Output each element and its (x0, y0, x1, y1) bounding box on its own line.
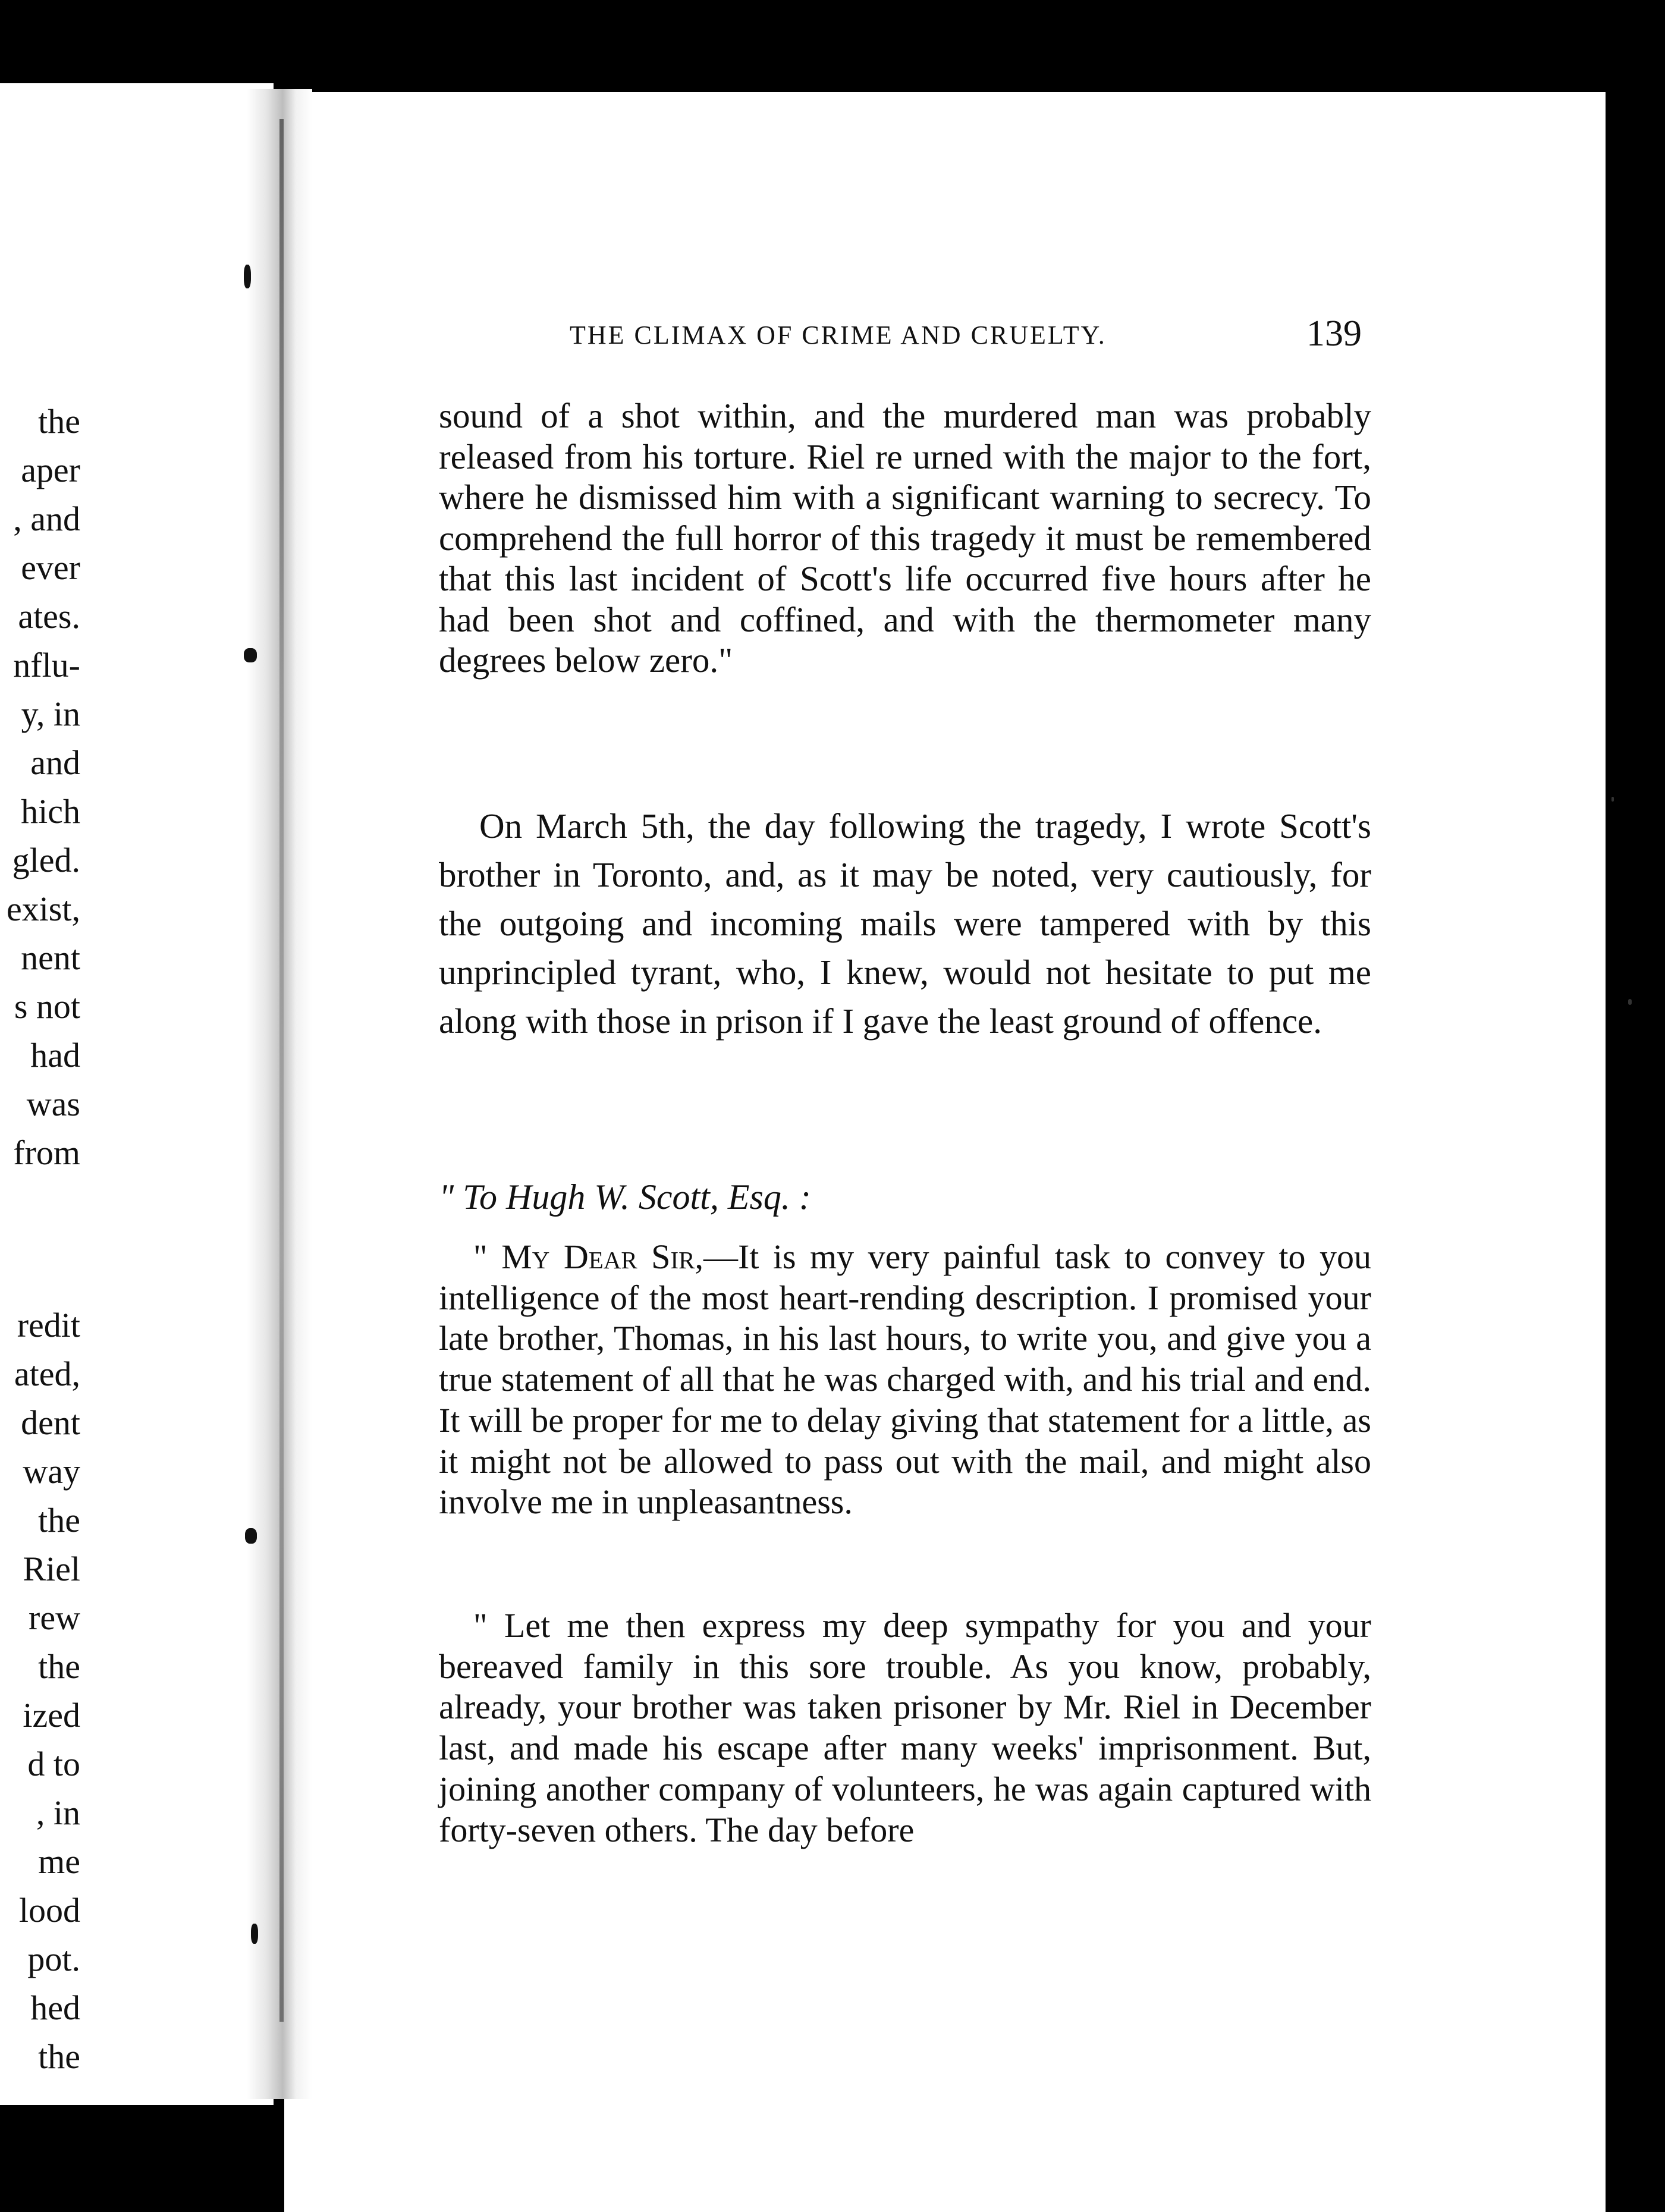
left-page-line-fragment: pot. (27, 1940, 80, 1978)
running-head: THE CLIMAX OF CRIME AND CRUELTY. (570, 321, 1107, 350)
left-page-text-fragments (7, 397, 80, 2081)
gutter-shadow-line (279, 119, 284, 2022)
left-page-line-fragment: the (38, 402, 80, 441)
letter-paragraph-1 (439, 1237, 1371, 1523)
scan-speck (1611, 797, 1614, 802)
left-page-gap (7, 1177, 80, 1301)
left-page-line-fragment: aper (21, 451, 80, 489)
page-number: 139 (1306, 313, 1362, 354)
left-page-line-fragment: the (38, 1501, 80, 1539)
binding-mark (244, 265, 251, 288)
left-page-line-fragment: ized (23, 1696, 80, 1735)
binding-mark (251, 1924, 258, 1944)
left-page-line-fragment: hed (30, 1988, 80, 2027)
left-page-line-fragment: nent (21, 938, 80, 977)
left-page-line-fragment: exist, (6, 890, 80, 928)
left-page-line-fragment: and (30, 743, 80, 782)
left-page-line-fragment: d to (27, 1745, 80, 1783)
left-page-line-fragment: ever (21, 548, 80, 587)
left-page-line-fragment: the (38, 1647, 80, 1686)
left-page-line-fragment: nflu- (13, 646, 80, 684)
left-page-line-fragment: dent (21, 1403, 80, 1442)
left-page-line-fragment: had (30, 1036, 80, 1074)
letter-paragraph-1-body: —It is my very painful task to convey to you intelligence of the most heart-rending description. I promised your late brother, Thomas, in his last hours, to write you, and give you a true statement of all that he was charged with, and his trial and end. It will be proper for me to delay giving that statement for a little, as it might not be allowed to pass out with the mail, and might also involve me in unpleasantness. (439, 1237, 1372, 1522)
left-page-line-fragment: ates. (18, 597, 80, 636)
left-page-line-fragment: was (26, 1085, 80, 1123)
left-page-line-fragment: lood (18, 1891, 80, 1930)
left-page-line-fragment: s not (14, 987, 80, 1026)
left-page-line-fragment: gled. (12, 841, 80, 879)
left-page-line-fragment: , and (13, 499, 80, 538)
left-page-line-fragment: Riel (23, 1550, 80, 1588)
scan-speck (1628, 999, 1632, 1005)
letter-salutation: " To Hugh W. Scott, Esq. : (439, 1177, 811, 1217)
left-page-line-fragment: way (23, 1452, 80, 1491)
left-page-line-fragment: the (38, 2037, 80, 2076)
binding-mark (244, 648, 257, 662)
left-page-line-fragment: redit (17, 1306, 80, 1344)
letter-paragraph-2: " Let me then express my deep sympathy for you and your bereaved family in this sore trouble. As you know, probably, already, your brother was taken prisoner by Mr. Riel in December last, and made his escape after many weeks' imprisonment. But, joining another company of volunteers, he was again captured with forty-seven others. The day before (439, 1606, 1371, 1849)
intro-paragraph: On March 5th, the day following the tragedy, I wrote Scott's brother in Toronto, and, as it may be noted, very cautiously, for the outgoing and incoming mails were tampered with by this unprincipled tyrant, who, I knew, would not hesitate to put me along with those in prison if I gave the least ground of offence. (439, 806, 1371, 1041)
left-page-line-fragment: from (13, 1133, 80, 1172)
letter-opening: " My Dear Sir, (473, 1237, 703, 1276)
left-page-line-fragment: y, in (21, 695, 80, 733)
left-page-line-fragment: ated, (14, 1355, 80, 1393)
left-page-line-fragment: , in (36, 1793, 80, 1832)
left-page-line-fragment: rew (29, 1598, 80, 1637)
binding-mark (245, 1528, 257, 1544)
quote-tail-paragraph: sound of a shot within, and the murdered man was probably released from his torture. Riel re urned with the major to the fort, where he dismissed him with a significant warning to secrecy. To comprehend the full horror of this tragedy it must be remembered that this last incident of Scott's life occurred five hours after he had been shot and coffined, and with the thermometer many degrees below zero." (439, 396, 1371, 680)
left-page-line-fragment: hich (21, 792, 80, 831)
left-page-line-fragment: me (38, 1842, 80, 1881)
